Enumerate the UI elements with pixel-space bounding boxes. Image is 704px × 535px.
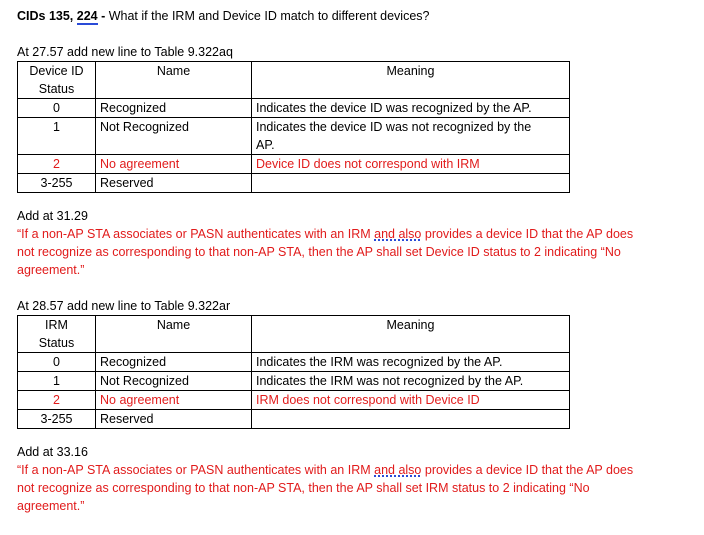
name-cell: No agreement: [96, 155, 252, 174]
column-header-status: IRM Status: [18, 316, 96, 353]
cid-link[interactable]: 224: [76, 9, 98, 23]
status-cell: 2: [18, 155, 96, 174]
name-cell: Recognized: [96, 99, 252, 118]
section2-add-at: Add at 33.16: [17, 445, 88, 459]
cids-separator: -: [97, 9, 109, 23]
table-row: [18, 155, 570, 174]
name-cell: Not Recognized: [96, 118, 252, 155]
meaning-cell: Indicates the device ID was recognized by the AP.: [252, 99, 570, 118]
name-cell: Not Recognized: [96, 372, 252, 391]
column-header-meaning: Meaning: [252, 62, 570, 99]
status-cell: 3-255: [18, 410, 96, 429]
table-irm-status: [17, 315, 570, 429]
table-row: [18, 174, 570, 193]
meaning-cell: Indicates the IRM was not recognized by the AP.: [252, 372, 570, 391]
section1-quote-line1: “If a non-AP STA associates or PASN authenticates with an IRM and also provides a device ID that the AP does: [17, 227, 634, 241]
table-row: [18, 353, 570, 372]
section1-quote-line2: not recognize as corresponding to that non-AP STA, then the AP shall set Device ID status to 2 indicating “No: [17, 245, 621, 259]
question-text: What if the IRM and Device ID match to different devices?: [108, 9, 430, 23]
column-header-meaning: Meaning: [252, 316, 570, 353]
status-cell: 0: [18, 99, 96, 118]
name-cell: Recognized: [96, 353, 252, 372]
meaning-cell: [252, 410, 570, 429]
table-device-id-status: [17, 61, 570, 193]
table-row: [18, 391, 570, 410]
name-cell: Reserved: [96, 174, 252, 193]
meaning-cell: Indicates the device ID was not recognized by the AP.: [252, 118, 570, 155]
cids-prefix: CIDs 135,: [17, 9, 77, 23]
and-also-phrase: and also: [374, 227, 422, 241]
table-row: [18, 118, 570, 155]
table-row: [18, 99, 570, 118]
section2-quote-line2: not recognize as corresponding to that non-AP STA, then the AP shall set IRM status to 2 indicating “No: [17, 481, 590, 495]
meaning-cell: [252, 174, 570, 193]
section2-quote-line1: “If a non-AP STA associates or PASN authenticates with an IRM and also provides a device ID that the AP does: [17, 463, 634, 477]
and-also-phrase: and also: [374, 463, 422, 477]
section1-quote-line3: agreement.”: [17, 263, 85, 277]
column-header-name: Name: [96, 316, 252, 353]
table-row: [18, 410, 570, 429]
cids-header: [17, 7, 429, 25]
section1-intro: At 27.57 add new line to Table 9.322aq: [17, 45, 233, 59]
name-cell: No agreement: [96, 391, 252, 410]
status-cell: 1: [18, 118, 96, 155]
meaning-cell: Device ID does not correspond with IRM: [252, 155, 570, 174]
section2-quote-line3: agreement.”: [17, 499, 85, 513]
table-row: [18, 372, 570, 391]
status-cell: 1: [18, 372, 96, 391]
meaning-cell: IRM does not correspond with Device ID: [252, 391, 570, 410]
meaning-cell: Indicates the IRM was recognized by the AP.: [252, 353, 570, 372]
status-cell: 3-255: [18, 174, 96, 193]
status-cell: 2: [18, 391, 96, 410]
section1-add-at: Add at 31.29: [17, 209, 88, 223]
name-cell: Reserved: [96, 410, 252, 429]
table-header-row: [18, 316, 570, 353]
column-header-name: Name: [96, 62, 252, 99]
column-header-status: Device ID Status: [18, 62, 96, 99]
table-header-row: [18, 62, 570, 99]
status-cell: 0: [18, 353, 96, 372]
section2-intro: At 28.57 add new line to Table 9.322ar: [17, 299, 231, 313]
